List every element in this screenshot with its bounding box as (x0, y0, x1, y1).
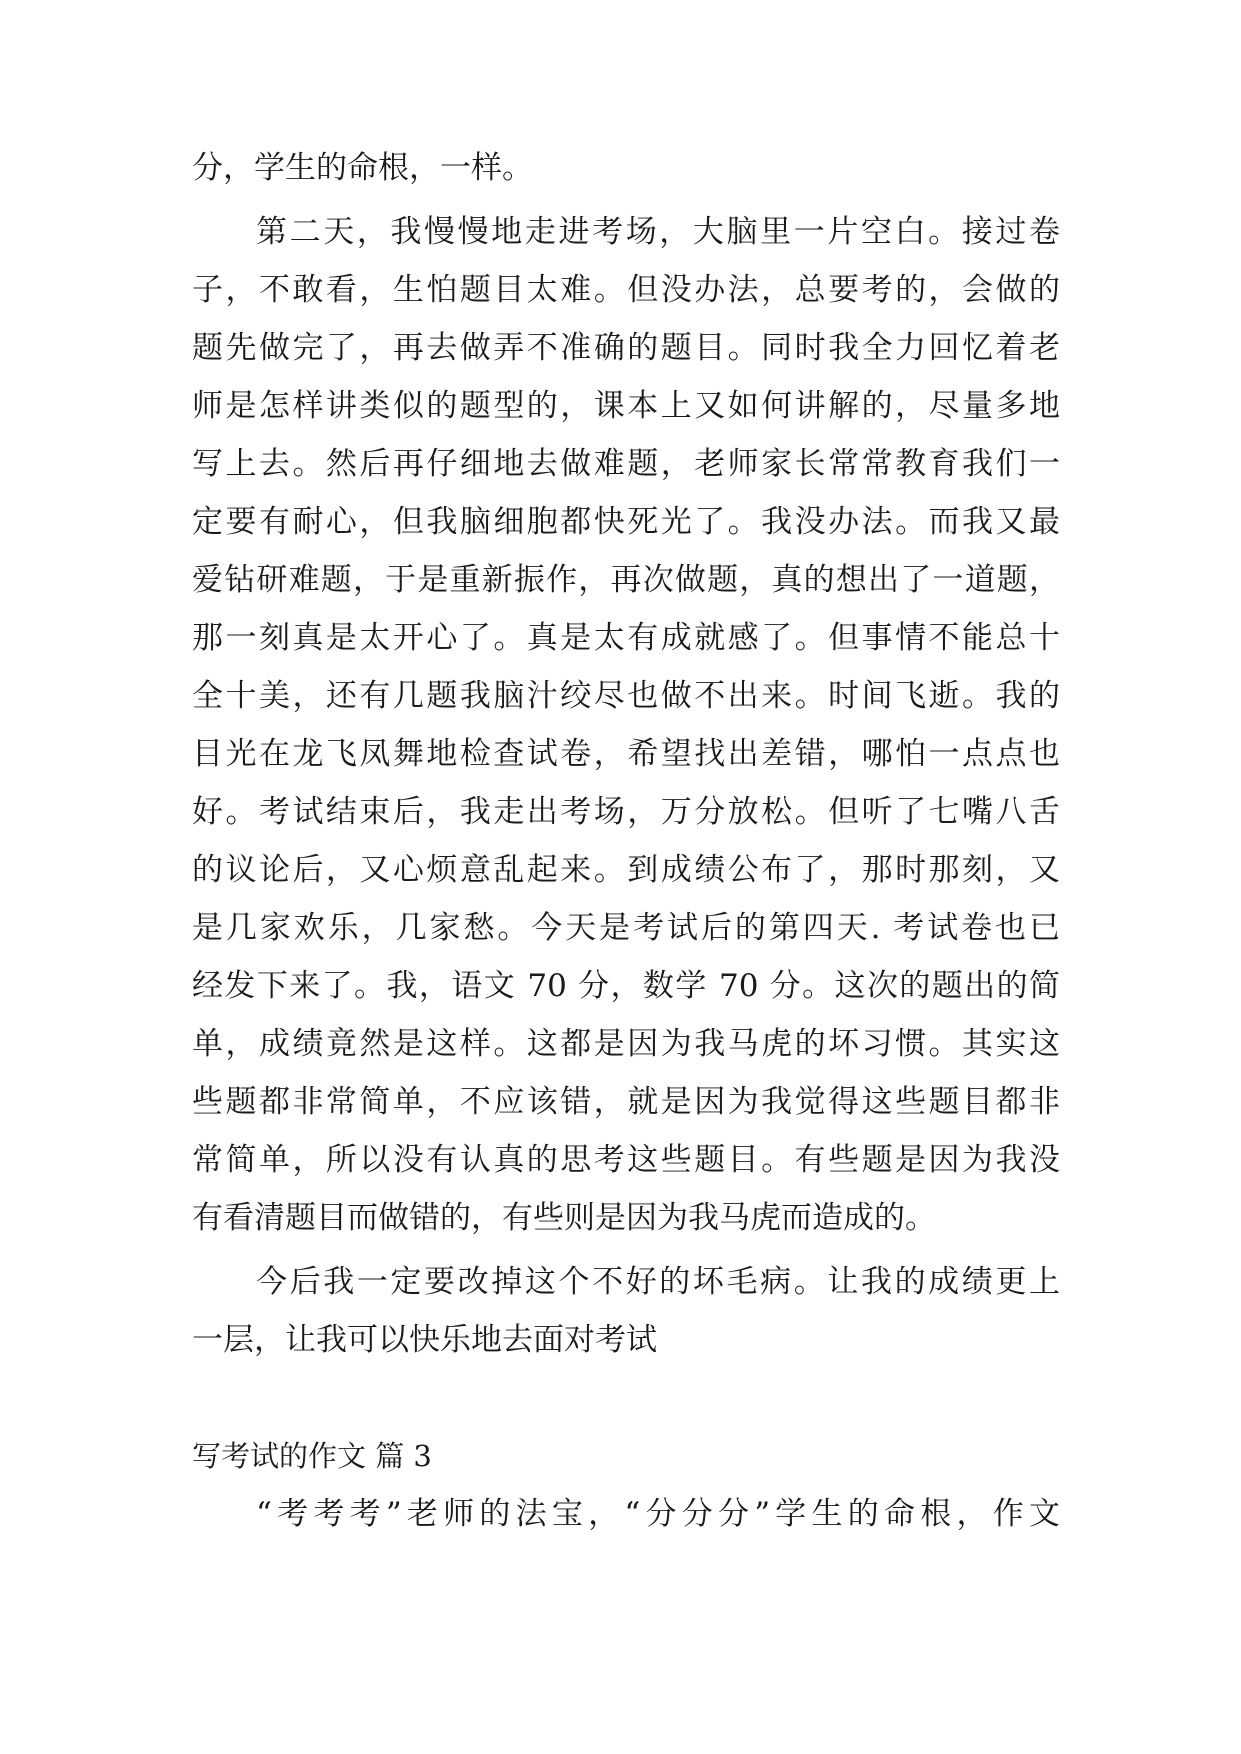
paragraph-line: 分，学生的命根，一样。 (192, 150, 533, 186)
paragraph-line: 是几家欢乐，几家愁。今天是考试后的第四天. 考试卷也已 (192, 910, 1060, 946)
paragraph-line: 单，成绩竟然是这样。这都是因为我马虎的坏习惯。其实这 (192, 1026, 1060, 1062)
paragraph-line: 的议论后，又心烦意乱起来。到成绩公布了，那时那刻，又 (192, 852, 1060, 888)
paragraph-line: 目光在龙飞凤舞地检查试卷，希望找出差错，哪怕一点点也 (192, 736, 1060, 772)
paragraph-line: 些题都非常简单，不应该错，就是因为我觉得这些题目都非 (192, 1084, 1060, 1120)
paragraph-line: 有看清题目而做错的，有些则是因为我马虎而造成的。 (192, 1200, 936, 1236)
paragraph-line: 常简单，所以没有认真的思考这些题目。有些题是因为我没 (192, 1142, 1060, 1178)
paragraph-line: 写上去。然后再仔细地去做难题，老师家长常常教育我们一 (192, 446, 1060, 482)
paragraph-line: 师是怎样讲类似的题型的，课本上又如何讲解的，尽量多地 (192, 388, 1060, 424)
paragraph-line: 第二天，我慢慢地走进考场，大脑里一片空白。接过卷 (256, 214, 1060, 250)
paragraph-line: 子，不敢看，生怕题目太难。但没办法，总要考的，会做的 (192, 272, 1060, 308)
paragraph-line: 今后我一定要改掉这个不好的坏毛病。让我的成绩更上 (256, 1264, 1060, 1300)
paragraph-line: 经发下来了。我，语文 70 分，数学 70 分。这次的题出的简 (192, 968, 1060, 1004)
paragraph-line: 那一刻真是太开心了。真是太有成就感了。但事情不能总十 (192, 620, 1060, 656)
paragraph-line: “考考考”老师的法宝，“分分分”学生的命根，作文 (256, 1496, 1060, 1532)
paragraph-line: 好。考试结束后，我走出考场，万分放松。但听了七嘴八舌 (192, 794, 1060, 830)
paragraph-line: 定要有耐心，但我脑细胞都快死光了。我没办法。而我又最 (192, 504, 1060, 540)
paragraph-line: 题先做完了，再去做弄不准确的题目。同时我全力回忆着老 (192, 330, 1060, 366)
paragraph-line: 爱钻研难题，于是重新振作，再次做题，真的想出了一道题， (192, 562, 1060, 598)
section-heading: 写考试的作文 篇 3 (192, 1439, 432, 1473)
paragraph-line: 全十美，还有几题我脑汁绞尽也做不出来。时间飞逝。我的 (192, 678, 1060, 714)
paragraph-line: 一层，让我可以快乐地去面对考试 (192, 1322, 657, 1358)
